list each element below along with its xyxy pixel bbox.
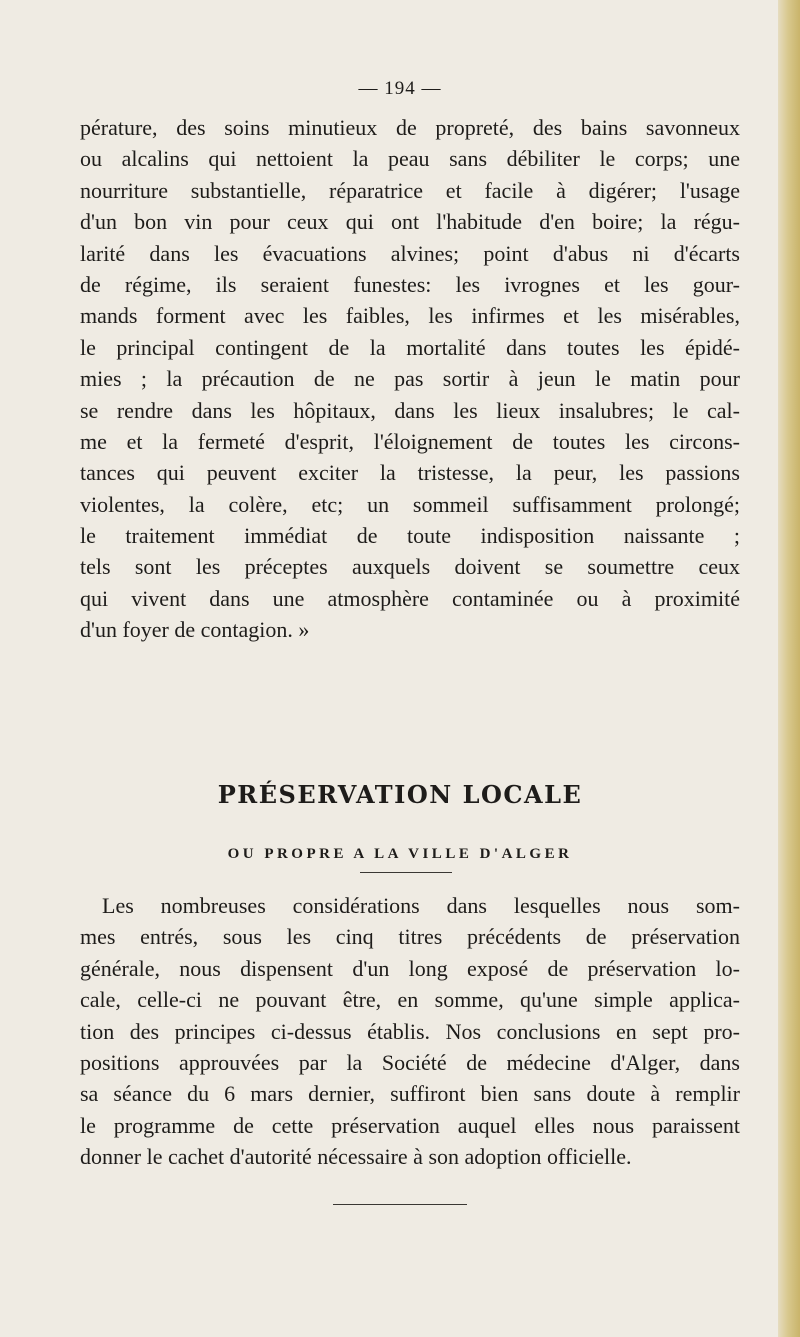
text-line: tances qui peuvent exciter la tristesse, la peur, les passions [80, 460, 740, 486]
text-line: positions approuvées par la Société de médecine d'Alger, dans [80, 1049, 740, 1075]
text-line: cale, celle-ci ne pouvant être, en somme, qu'une simple applica- [80, 987, 740, 1013]
text-line: le traitement immédiat de toute indisposition naissante ; [80, 523, 740, 549]
text-line: générale, nous dispensent d'un long exposé de préservation lo- [80, 955, 740, 981]
text-line: mies ; la précaution de ne pas sortir à jeun le matin pour [80, 366, 740, 392]
text-line: donner le cachet d'autorité nécessaire à son adoption officielle. [80, 1144, 632, 1170]
text-line: mes entrés, sous les cinq titres précédents de préservation [80, 924, 740, 950]
text-line: larité dans les évacuations alvines; point d'abus ni d'écarts [80, 240, 740, 266]
text-line: le programme de cette préservation auquel elles nous paraissent [80, 1112, 740, 1138]
section-subtitle: OU PROPRE A LA VILLE D'ALGER [227, 846, 573, 862]
text-line: de régime, ils seraient funestes: les ivrognes et les gour- [80, 271, 740, 297]
text-line: se rendre dans les hôpitaux, dans les lieux insalubres; le cal- [80, 397, 740, 423]
page-edge [778, 0, 800, 1337]
text-line: pérature, des soins minutieux de propreté, des bains savonneux [80, 115, 740, 140]
text-line: ou alcalins qui nettoient la peau sans débiliter le corps; une [80, 146, 740, 172]
end-divider [333, 1204, 467, 1205]
text-line: violentes, la colère, etc; un sommeil suffisamment prolongé; [80, 491, 740, 517]
text-line: Les nombreuses considérations dans lesquelles nous som- [102, 893, 740, 918]
text-line: qui vivent dans une atmosphère contaminée ou à proximité [80, 585, 740, 611]
paragraph-local-preservation [80, 890, 740, 1173]
text-line: d'un foyer de contagion. » [80, 617, 310, 643]
section-title: PRÉSERVATION LOCALE [217, 780, 583, 809]
text-line: tion des principes ci-dessus établis. Nos conclusions en sept pro- [80, 1018, 740, 1044]
text-line: tels sont les préceptes auxquels doivent se soumettre ceux [80, 554, 740, 580]
text-line: me et la fermeté d'esprit, l'éloignement de toutes les circons- [80, 428, 740, 454]
text-line: mands forment avec les faibles, les infirmes et les misérables, [80, 303, 740, 329]
section-divider [360, 872, 452, 873]
page-number: — 194 — [358, 78, 442, 99]
text-line: le principal contingent de la mortalité dans toutes les épidé- [80, 334, 740, 360]
text-line: sa séance du 6 mars dernier, suffiront bien sans doute à remplir [80, 1081, 740, 1107]
text-line: d'un bon vin pour ceux qui ont l'habitude d'en boire; la régu- [80, 209, 740, 235]
text-line: nourriture substantielle, réparatrice et facile à digérer; l'usage [80, 177, 740, 203]
paragraph-hygiene-precepts [80, 112, 740, 646]
